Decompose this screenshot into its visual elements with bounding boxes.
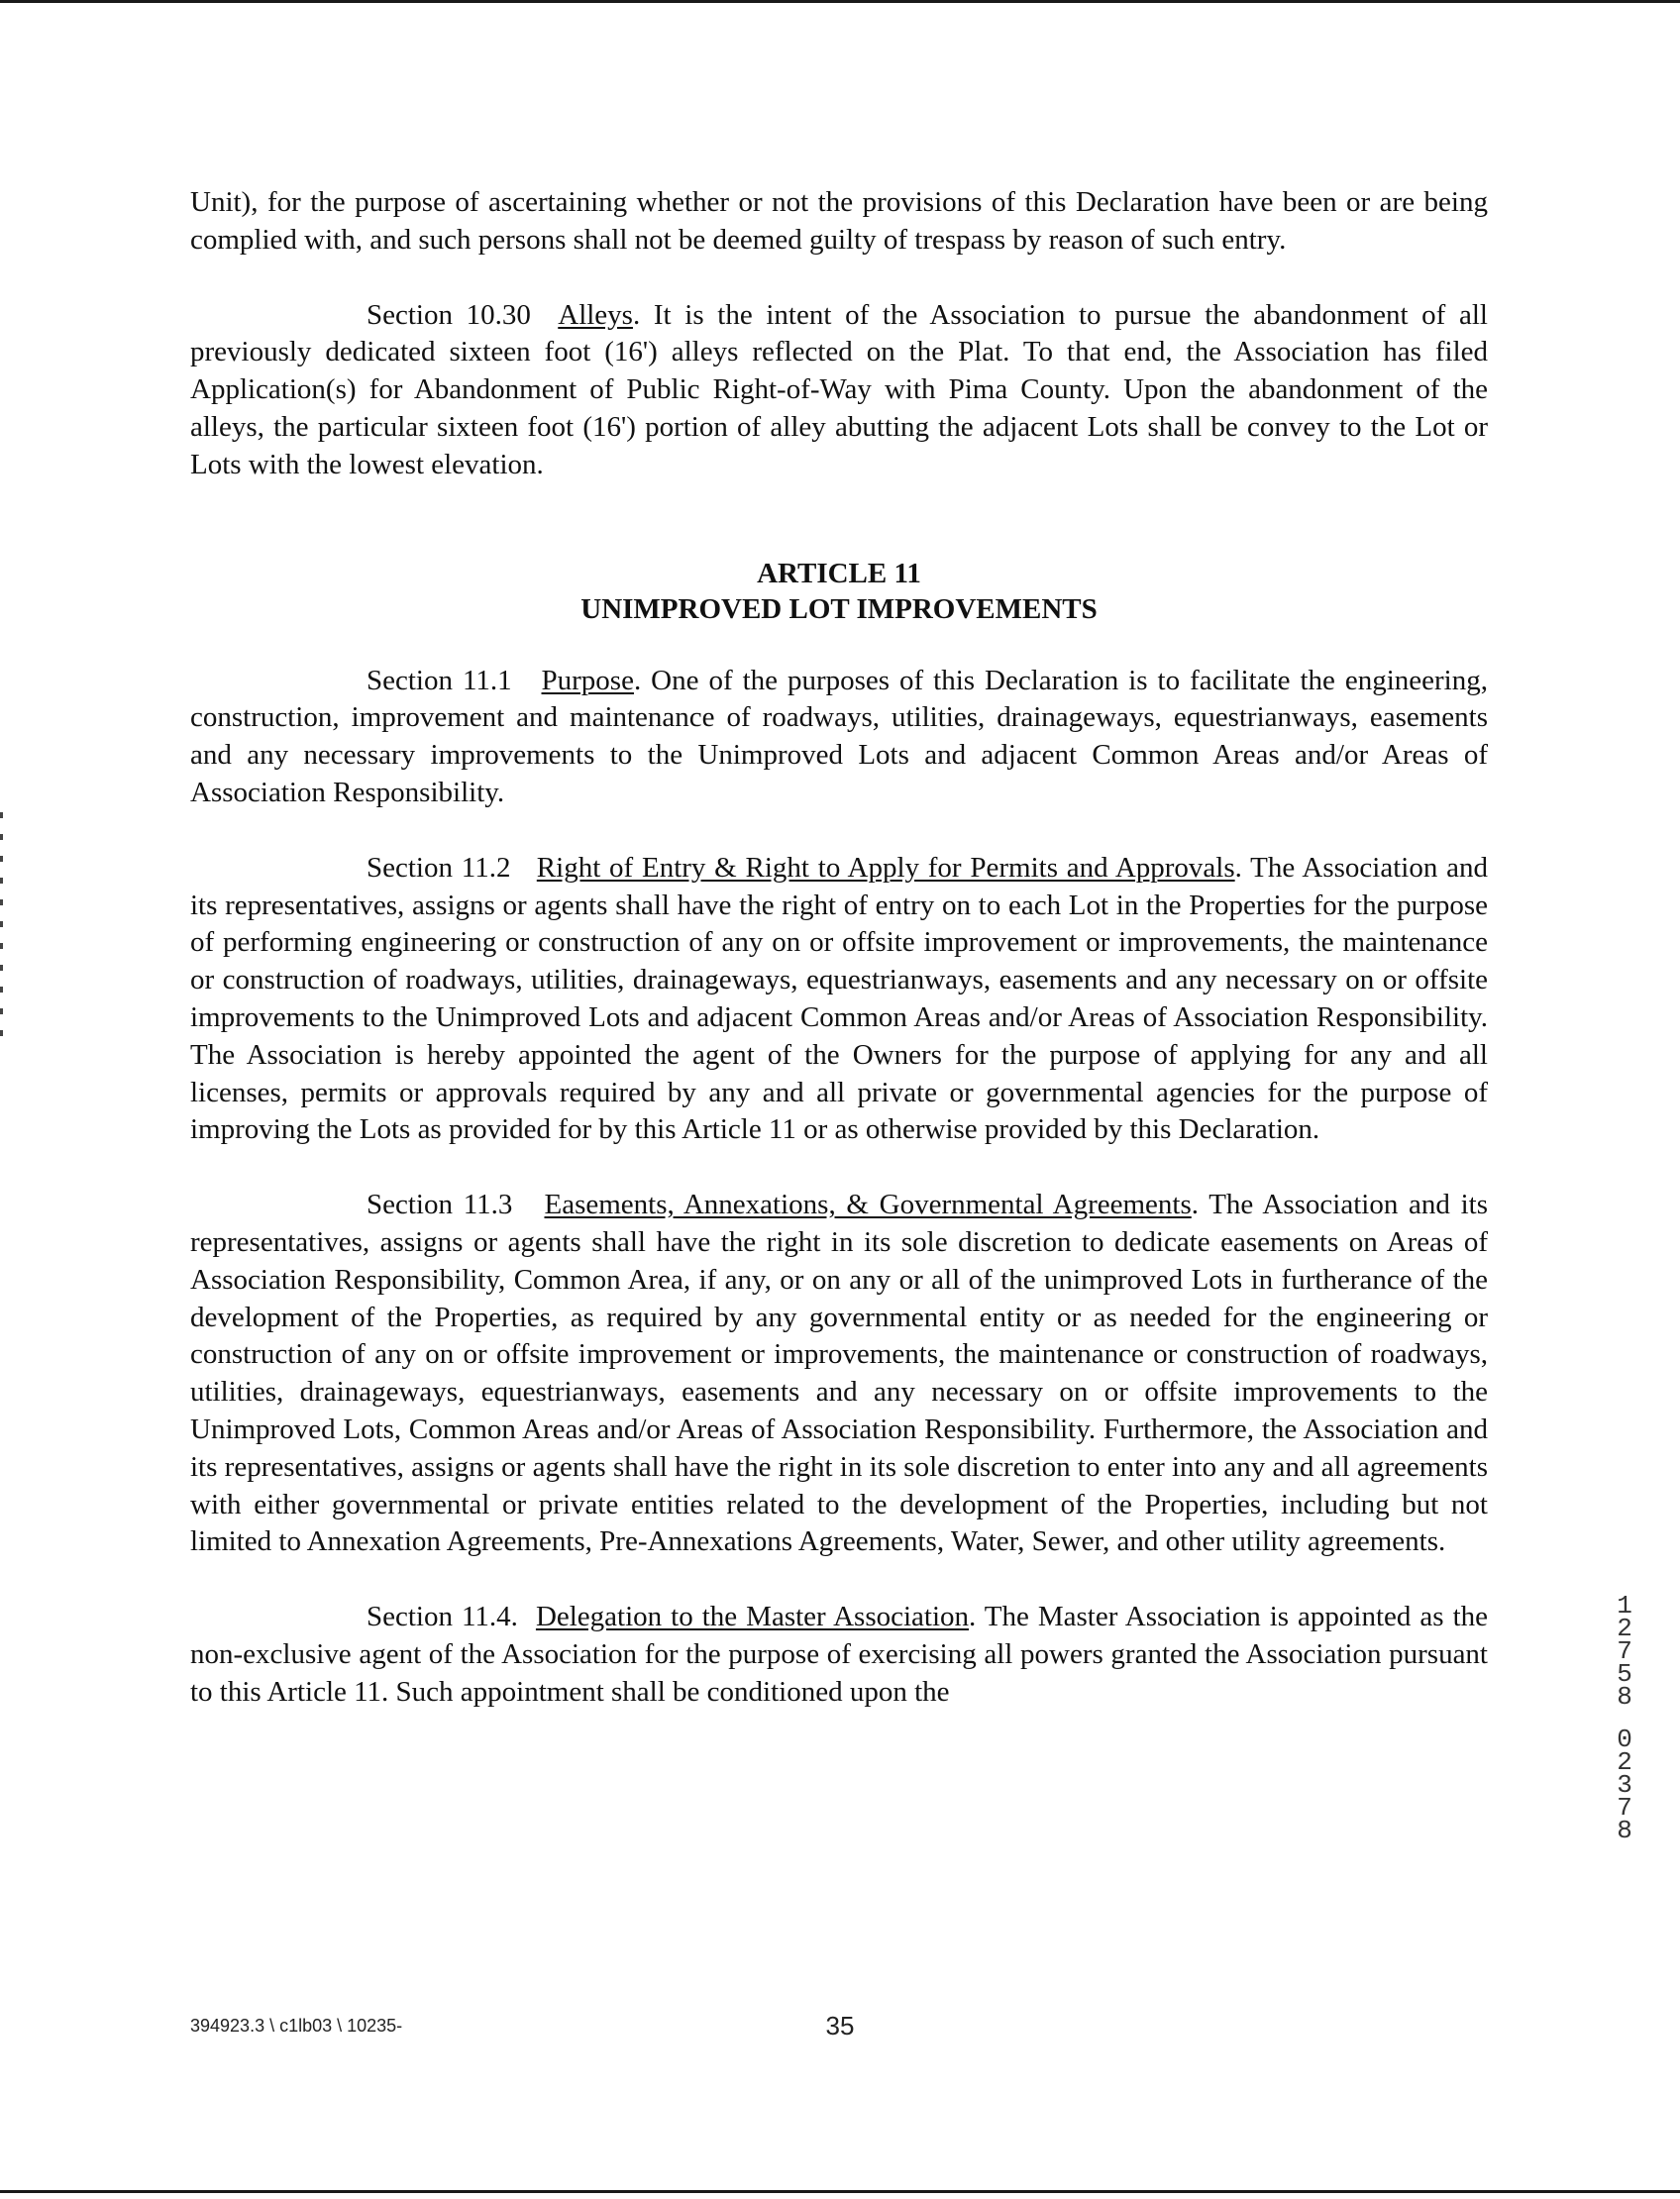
section-title: Delegation to the Master Association [535,1601,970,1633]
stamp-digit: 1 [1617,1591,1632,1621]
section-number: Section 11.2 [367,851,511,884]
stamp-digit: 5 [1617,1659,1632,1689]
stamp-digit: 2 [1617,1614,1632,1643]
section-number: Section 11.4. [367,1601,518,1633]
top-scan-edge [0,0,1680,3]
stamp-digit: 8 [1617,1682,1632,1712]
continuation-paragraph: Unit), for the purpose of ascertaining whether or not the provisions of this Declaration have been or are being complied with, and such persons shall not be deemed guilty of trespass by reason of such entry. [190,186,1488,256]
section-title: Easements, Annexations, & Governmental Agreements [544,1189,1192,1221]
recording-stamp [1611,1591,1638,1845]
section-number: Section 10.30 [367,298,531,331]
section-11-4 [190,1599,1488,1711]
section-body: . The Master Association is appointed as the non-exclusive agent of the Association for the purpose of exercising all powers granted the Association pursuant to this Article 11. Such appointment shall be conditioned upon the [190,1601,1489,1708]
left-scan-marks [0,812,3,1040]
document-body [190,184,1488,1712]
section-body: . One of the purposes of this Declaration is to facilitate the engineering, construction, improvement and maintenance of roadways, utilities, drainageways, equestrianways, easements and any necessary improvements to the Unimproved Lots and adjacent Common Areas and/or Areas of Association Responsibility. [190,664,1488,808]
bottom-scan-edge [0,2190,1680,2193]
article-title: UNIMPROVED LOT IMPROVEMENTS [580,592,1098,625]
section-11-2 [190,850,1488,1149]
section-title: Alleys [558,298,633,331]
stamp-digit: 8 [1617,1816,1632,1845]
section-11-1 [190,663,1488,812]
section-10-30 [190,297,1488,484]
article-number: ARTICLE 11 [757,557,921,589]
section-body: . The Association and its representatives, assigns or agents shall have the right in its sole discretion to dedicate easements on Areas of Association Responsibility, Common Area, if any, or on any or all of the unimproved Lots in furtherance of the development of the Properties, as required by any governmental entity or as needed for the engineering or construction of any on or offsite improvement or improvements, the maintenance or construction of roadways, utilities, drainageways, equestrianways, easements and any necessary on or offsite improvements to the Unimproved Lots, Common Areas and/or Areas of Association Responsibility. Furthermore, the Association and its representatives, assigns or agents shall have the right in its sole discretion to enter into any and all agreements with either governmental or private entities related to the development of the Properties, including but not limited to Annexation Agreements, Pre-Annexations Agreements, Water, Sewer, and other utility agreements. [190,1189,1488,1558]
stamp-digit: 7 [1617,1793,1632,1823]
section-title: Purpose [541,664,634,696]
article-heading [190,556,1488,627]
stamp-digit: 0 [1617,1725,1632,1754]
section-body: . The Association and its representatives, assigns or agents shall have the right of entry on to each Lot in the Properties for the purpose of performing engineering or construction of any on or offsite improvement or improvements, the maintenance or construction of roadways, utilities, drainageways, equestrianways, easements and any necessary on or offsite improvements to the Unimproved Lots and adjacent Common Areas and/or Areas of Association Responsibility. The Association is hereby appointed the agent of the Owners for the purpose of applying for any and all licenses, permits or approvals required by any and all private or governmental agencies for the purpose of improving the Lots as provided for by this Article 11 or as otherwise provided by this Declaration. [190,851,1488,1146]
section-number: Section 11.1 [367,664,512,696]
footer-document-id: 394923.3 \ c1lb03 \ 10235- [190,2016,403,2036]
section-11-3 [190,1187,1488,1561]
section-number: Section 11.3 [367,1189,513,1221]
stamp-digit: 3 [1617,1770,1632,1800]
page-number: 35 [825,2011,855,2041]
stamp-digit: 2 [1617,1747,1632,1777]
stamp-digit: 7 [1617,1636,1632,1666]
section-title: Right of Entry & Right to Apply for Permits and Approvals [536,851,1235,884]
section-body: . It is the intent of the Association to pursue the abandonment of all previously dedicated sixteen foot (16') alleys reflected on the Plat. To that end, the Association has filed Application(s) for Abandonment of Public Right-of-Way with Pima County. Upon the abandonment of the alleys, the particular sixteen foot (16') portion of alley abutting the adjacent Lots shall be convey to the Lot or Lots with the lowest elevation. [190,298,1488,480]
